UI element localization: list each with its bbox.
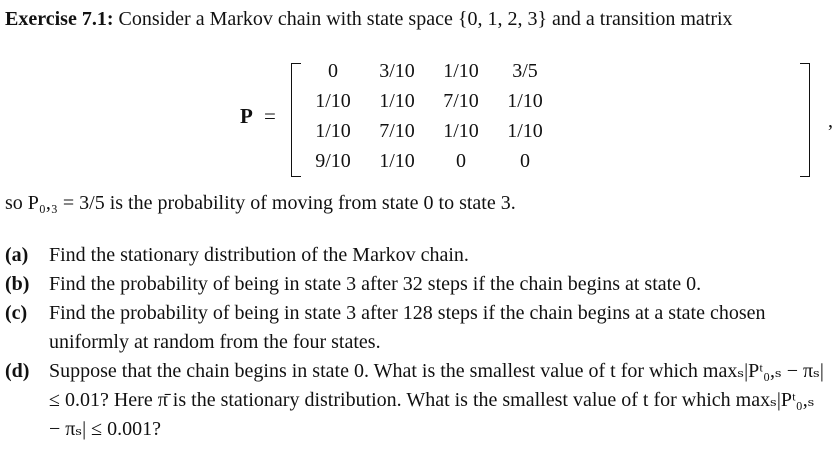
matrix-trailing-comma: , [828, 110, 833, 132]
exercise-label: Exercise 7.1: [5, 8, 114, 30]
question-label: (d) [5, 360, 30, 382]
question-label: (b) [5, 273, 30, 295]
matrix-cell: 1/10 [443, 60, 479, 82]
question-text: Find the stationary distribution of the Markov chain. [49, 244, 469, 266]
question-text: Find the probability of being in state 3 after 32 steps if the chain begins at state 0. [49, 273, 702, 295]
question-text: Suppose that the chain begins in state 0. What is the smallest value of t for which maxₛ|Pᵗ₀,ₛ − πₛ| ≤ 0.01? Here π̄ is the stationary distribution. What is the smallest value of t for which maxₛ|Pᵗ₀,ₛ − πₛ| ≤ 0.001? [49, 360, 824, 440]
matrix-cell: 1/10 [507, 90, 543, 112]
question-list [5, 241, 825, 444]
matrix-cell: 0 [520, 150, 530, 172]
matrix-cell: 1/10 [379, 150, 415, 172]
matrix-symbol: P [240, 104, 253, 128]
matrix-cell: 0 [328, 60, 338, 82]
matrix-row-3 [300, 150, 560, 179]
matrix-cell: 1/10 [443, 120, 479, 142]
matrix-row-2 [300, 120, 560, 149]
after-matrix-text: so P₀,₃ = 3/5 is the probability of moving from state 0 to state 3. [5, 192, 516, 214]
question-label: (c) [5, 302, 28, 324]
question-label: (a) [5, 244, 29, 266]
matrix-cell: 1/10 [507, 120, 543, 142]
matrix-cell: 1/10 [315, 90, 351, 112]
matrix-cell: 1/10 [315, 120, 351, 142]
matrix-cell: 3/5 [512, 60, 538, 82]
matrix-cell: 1/10 [379, 90, 415, 112]
exercise-intro [5, 5, 823, 34]
matrix-cell: 9/10 [315, 150, 351, 172]
matrix-row-0 [300, 60, 560, 89]
question-c [5, 299, 825, 357]
matrix-cell: 0 [456, 150, 466, 172]
equals-sign: = [264, 104, 276, 128]
question-b [5, 270, 825, 299]
matrix-cell: 7/10 [379, 120, 415, 142]
matrix-row-1 [300, 90, 560, 119]
matrix-cell: 7/10 [443, 90, 479, 112]
question-text: Find the probability of being in state 3 after 128 steps if the chain begins at a state chosen uniformly at random from the four states. [49, 302, 766, 353]
question-a [5, 241, 825, 270]
matrix-cell: 3/10 [379, 60, 415, 82]
question-d [5, 357, 825, 444]
exercise-intro-text: Consider a Markov chain with state space {0, 1, 2, 3} and a transition matrix [118, 8, 733, 30]
matrix-bracket-right [800, 63, 810, 177]
